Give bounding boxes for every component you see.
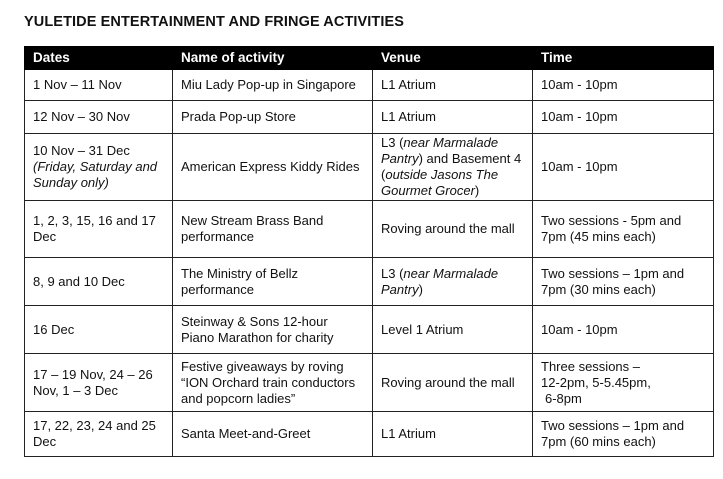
time-cell: 10am - 10pm [533, 134, 714, 201]
time-cell: Two sessions – 1pm and 7pm (30 mins each) [533, 258, 714, 306]
dates-text: 10 Nov – 31 Dec [33, 143, 130, 158]
activities-table [24, 46, 714, 457]
venue-cell [373, 258, 533, 306]
dates-cell: 8, 9 and 10 Dec [25, 258, 173, 306]
venue-text: L3 ( [381, 265, 404, 281]
dates-note: (Friday, Saturday and Sunday only) [33, 159, 158, 190]
venue-text: ) and Basement 4 ( [381, 151, 522, 182]
activity-cell: American Express Kiddy Rides [173, 134, 373, 201]
table-row [25, 70, 714, 101]
table-row [25, 101, 714, 134]
table-row [25, 412, 714, 457]
time-cell: Two sessions – 1pm and 7pm (60 mins each) [533, 412, 714, 457]
time-line: Three sessions – [541, 358, 640, 374]
venue-italic-text: outside Jasons The Gourmet Grocer [381, 167, 499, 198]
venue-cell: Roving around the mall [373, 354, 533, 412]
venue-cell: Roving around the mall [373, 201, 533, 258]
venue-cell: L1 Atrium [373, 412, 533, 457]
activity-cell: Miu Lady Pop-up in Singapore [173, 70, 373, 101]
document-title: YULETIDE ENTERTAINMENT AND FRINGE ACTIVITIES [24, 14, 405, 30]
dates-cell: 1, 2, 3, 15, 16 and 17 Dec [25, 201, 173, 258]
activity-cell: Festive giveaways by roving “ION Orchard train conductors and popcorn ladies” [173, 354, 373, 412]
venue-cell: Level 1 Atrium [373, 306, 533, 354]
activity-cell: Santa Meet-and-Greet [173, 412, 373, 457]
dates-cell: 16 Dec [25, 306, 173, 354]
venue-cell: L1 Atrium [373, 70, 533, 101]
venue-text: ) [418, 281, 423, 297]
table-row [25, 306, 714, 354]
activity-cell: New Stream Brass Band performance [173, 201, 373, 258]
dates-cell: 17, 22, 23, 24 and 25 Dec [25, 412, 173, 457]
dates-cell: 1 Nov – 11 Nov [25, 70, 173, 101]
activity-cell: Steinway & Sons 12-hour Piano Marathon for charity [173, 306, 373, 354]
dates-cell [25, 134, 173, 201]
activity-cell: The Ministry of Bellz performance [173, 258, 373, 306]
time-cell: 10am - 10pm [533, 306, 714, 354]
venue-cell [373, 134, 533, 201]
time-cell: 10am - 10pm [533, 101, 714, 134]
dates-cell: 17 – 19 Nov, 24 – 26 Nov, 1 – 3 Dec [25, 354, 173, 412]
table-row [25, 134, 714, 201]
header-time: Time [533, 47, 714, 70]
time-line: 6-8pm [545, 390, 582, 406]
dates-cell: 12 Nov – 30 Nov [25, 101, 173, 134]
venue-text: L3 ( [381, 135, 404, 150]
venue-italic-text: near Marmalade Pantry [381, 265, 499, 297]
activity-cell: Prada Pop-up Store [173, 101, 373, 134]
header-venue: Venue [373, 47, 533, 70]
table-row [25, 258, 714, 306]
header-dates: Dates [25, 47, 173, 70]
table-row [25, 201, 714, 258]
time-cell [533, 354, 714, 412]
table-row [25, 354, 714, 412]
time-line: 12-2pm, 5-5.45pm, [541, 374, 651, 390]
venue-text: ) [474, 183, 480, 198]
venue-cell: L1 Atrium [373, 101, 533, 134]
time-cell: 10am - 10pm [533, 70, 714, 101]
header-activity: Name of activity [173, 47, 373, 70]
venue-italic-text: near Marmalade Pantry [381, 135, 499, 166]
table-header-row [25, 47, 714, 70]
time-cell: Two sessions - 5pm and 7pm (45 mins each) [533, 201, 714, 258]
